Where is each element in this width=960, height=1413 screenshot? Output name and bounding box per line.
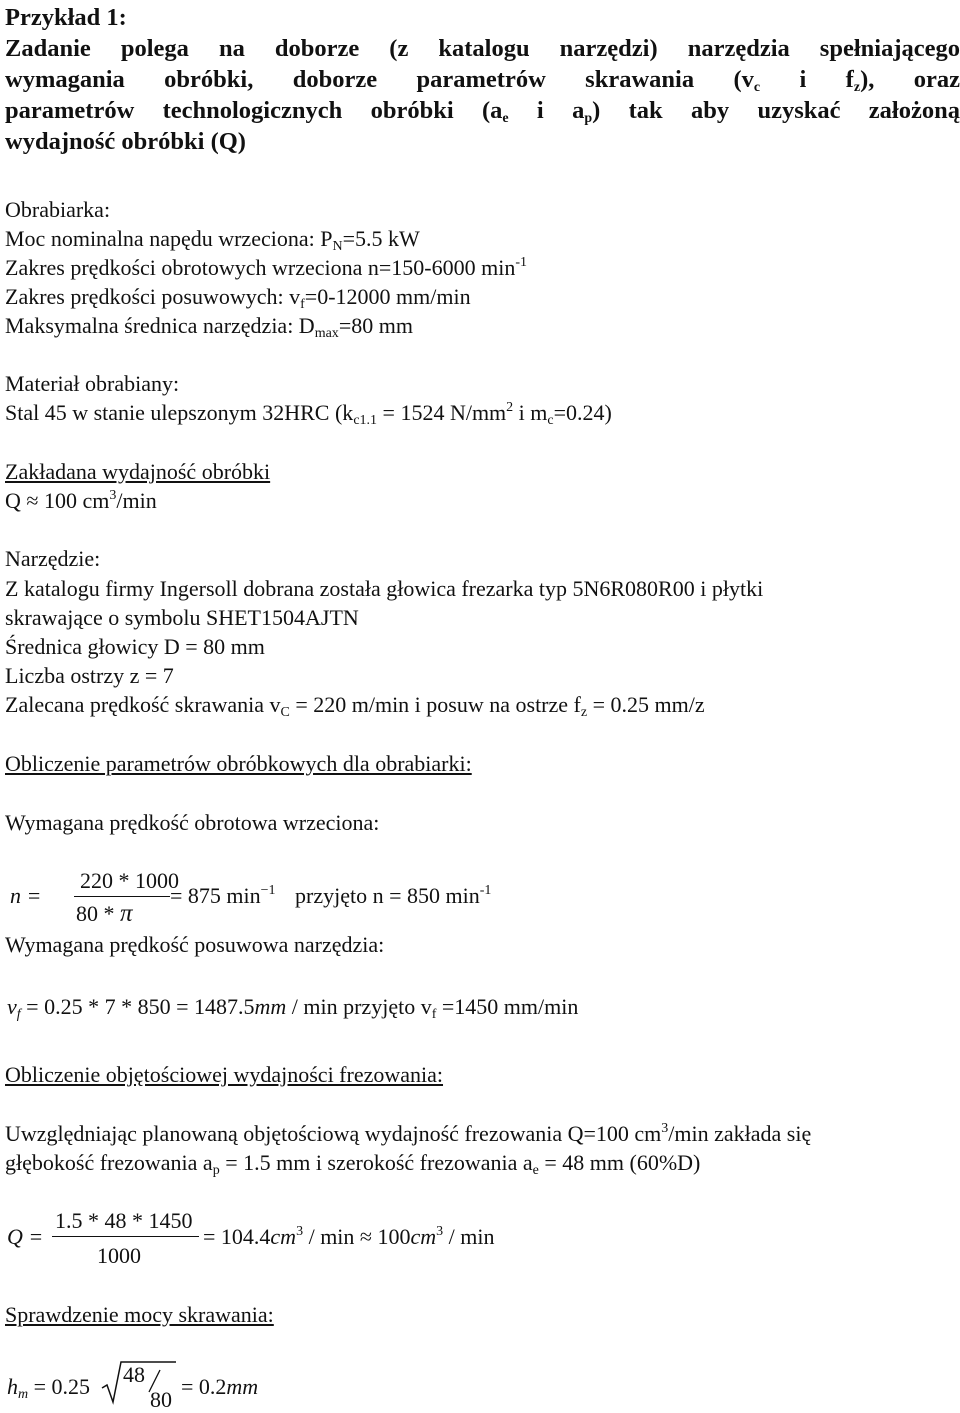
heading-line-2: wymagania obróbki, doborze parametrów skrawania ($v_c$ i $f_z$), oraz bbox=[5, 66, 960, 95]
hm-denominator: 80 bbox=[150, 1387, 172, 1412]
heading-line-4: wydajność obróbki (Q) bbox=[5, 128, 246, 155]
machine-header: Obrabiarka: bbox=[5, 197, 111, 222]
hm-formula-rhs: = 0.2mm bbox=[181, 1374, 259, 1399]
volume-line-1: Uwzględniając planowaną objętościową wydajność frezowania Q=100 $cm^3/\min$ zakłada się bbox=[5, 1121, 812, 1146]
machine-diameter-line: Maksymalna średnica narzędzia: $D_{max}=80$ mm bbox=[5, 313, 413, 341]
document-heading bbox=[5, 2, 960, 157]
hm-formula-lhs: $h_m = 0.25$ bbox=[7, 1374, 91, 1402]
tool-line-2: skrawające o symbolu SHET1504AJTN bbox=[5, 605, 359, 630]
tool-line-1: Z katalogu firmy Ingersoll dobrana została głowica frezarka typ 5N6R080R00 i płytki bbox=[5, 576, 764, 601]
q-formula-numerator: 1.5 * 48 * 1450 bbox=[55, 1208, 193, 1233]
tool-header: Narzędzie: bbox=[5, 546, 101, 571]
spindle-speed-header: Wymagana prędkość obrotowa wrzeciona: bbox=[5, 810, 380, 835]
approx-symbol: ≈ bbox=[359, 1224, 372, 1249]
machine-power-line: Moc nominalna napędu wrzeciona: $P_N=5.5$ kW bbox=[5, 226, 420, 254]
n-formula-numerator: 220 * 1000 bbox=[80, 868, 179, 893]
hm-numerator: 48 bbox=[123, 1362, 145, 1387]
tool-line-4: Liczba ostrzy z = 7 bbox=[5, 663, 174, 688]
efficiency-line: Q ≈ 100 $cm^3/\min$ bbox=[5, 488, 157, 513]
feed-speed-header: Wymagana prędkość posuwowa narzędzia: bbox=[5, 932, 385, 957]
heading-line-3: parametrów technologicznych obróbki ($a_e$ i $a_p$) tak aby uzyskać założoną bbox=[5, 97, 960, 126]
n-formula-denominator: 80 * π bbox=[76, 900, 133, 927]
tool-line-3: Średnica głowicy D = 80 mm bbox=[5, 634, 265, 659]
power-check-header: Sprawdzenie mocy skrawania: bbox=[5, 1302, 274, 1327]
q-formula-denominator: 1000 bbox=[97, 1243, 141, 1268]
n-fraction-bar bbox=[74, 896, 170, 897]
q-formula-rhs: = $104.4cm^3 / \min \approx 100cm^3 / \min$ bbox=[203, 1224, 495, 1249]
material-header: Materiał obrabiany: bbox=[5, 371, 180, 396]
q-formula-lhs: Q = bbox=[7, 1224, 44, 1249]
machine-feed-line: Zakres prędkości posuwowych: $v_f=0-12000$ mm/min bbox=[5, 284, 471, 312]
n-formula-lhs: n = bbox=[10, 883, 42, 908]
heading-line-1: Zadanie polega na doborze (z katalogu narzędzi) narzędzia spełniającego bbox=[5, 35, 960, 62]
volume-header: Obliczenie objętościowej wydajności frezowania: bbox=[5, 1062, 444, 1087]
material-line: Stal 45 w stanie ulepszonym 32HRC ($k_{c1.1} = 1524$ $N/mm^2$ i $m_c=0.24$) bbox=[5, 400, 612, 428]
n-formula-rhs: = 875 $\min^{-1}$ bbox=[170, 883, 276, 908]
approx-symbol: ≈ bbox=[26, 488, 39, 513]
q-fraction-bar bbox=[52, 1236, 199, 1237]
vf-formula: $v_f = 0.25 * 7 * 850 = 1487.5mm / \min$ przyjęto $v_f =1450$ mm/min bbox=[7, 994, 579, 1022]
calc-header: Obliczenie parametrów obróbkowych dla obrabiarki: bbox=[5, 751, 472, 776]
n-accepted: przyjęto n = 850 $\min^{-1}$ bbox=[295, 883, 492, 908]
tool-line-5: Zalecana prędkość skrawania $v_C = 220$ m/min i posuw na ostrze $f_z = 0.25$ mm/z bbox=[5, 692, 705, 720]
example-title: Przykład 1: bbox=[5, 4, 127, 31]
efficiency-header: Zakładana wydajność obróbki bbox=[5, 459, 271, 484]
volume-line-2: głębokość frezowania $a_p = 1.5$ mm i szerokość frezowania $a_e = 48$ mm (60%D) bbox=[5, 1150, 701, 1178]
machine-speed-line: Zakres prędkości obrotowych wrzeciona n=150-6000 $\min^{-1}$ bbox=[5, 255, 527, 280]
